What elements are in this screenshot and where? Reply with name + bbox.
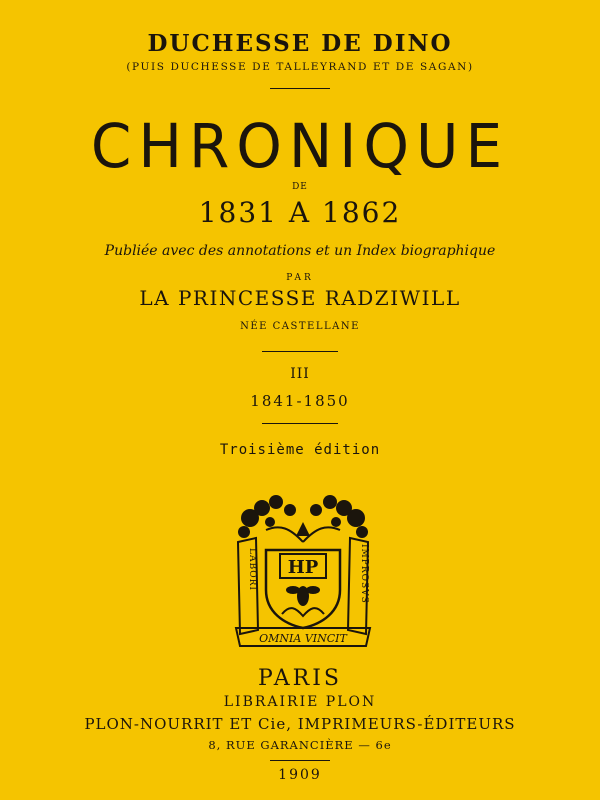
par-label: PAR <box>286 273 314 283</box>
monogram-text: HP <box>287 557 319 578</box>
foliage-ornament <box>238 495 368 542</box>
author-name: DUCHESSE DE DINO <box>147 30 453 57</box>
left-banner-text: LABORI <box>247 548 257 591</box>
editor-name: LA PRINCESSE RADZIWILL <box>139 286 461 310</box>
title-years: 1831 A 1862 <box>198 196 402 229</box>
divider-rule <box>270 88 330 89</box>
divider-rule <box>270 760 330 761</box>
imprint-year: 1909 <box>278 767 322 783</box>
published-note: Publiée avec des annotations et un Index biographique <box>104 243 496 259</box>
imprint-address: 8, RUE GARANCIÈRE — 6e <box>208 738 392 752</box>
divider-rule <box>262 351 338 352</box>
volume-number: III <box>290 366 310 382</box>
edition-label: Troisième édition <box>219 442 381 458</box>
divider-rule <box>262 423 338 424</box>
publisher-emblem <box>230 490 376 648</box>
author-subtitle: (PUIS DUCHESSE DE TALLEYRAND ET DE SAGAN) <box>126 61 474 73</box>
title-de: DE <box>292 182 308 192</box>
right-banner-text: IMPROSVS <box>359 544 369 604</box>
editor-nee: NÉE CASTELLANE <box>240 321 360 332</box>
imprint-publisher: LIBRAIRIE PLON <box>223 694 377 710</box>
motto-text: OMNIA VINCIT <box>259 632 347 645</box>
book-title: CHRONIQUE <box>90 110 510 182</box>
imprint-city: PARIS <box>258 666 342 691</box>
volume-years: 1841-1850 <box>250 392 350 410</box>
bee-icon <box>282 586 324 616</box>
imprint-printers: PLON-NOURRIT ET Cie, IMPRIMEURS-ÉDITEURS <box>84 715 516 733</box>
